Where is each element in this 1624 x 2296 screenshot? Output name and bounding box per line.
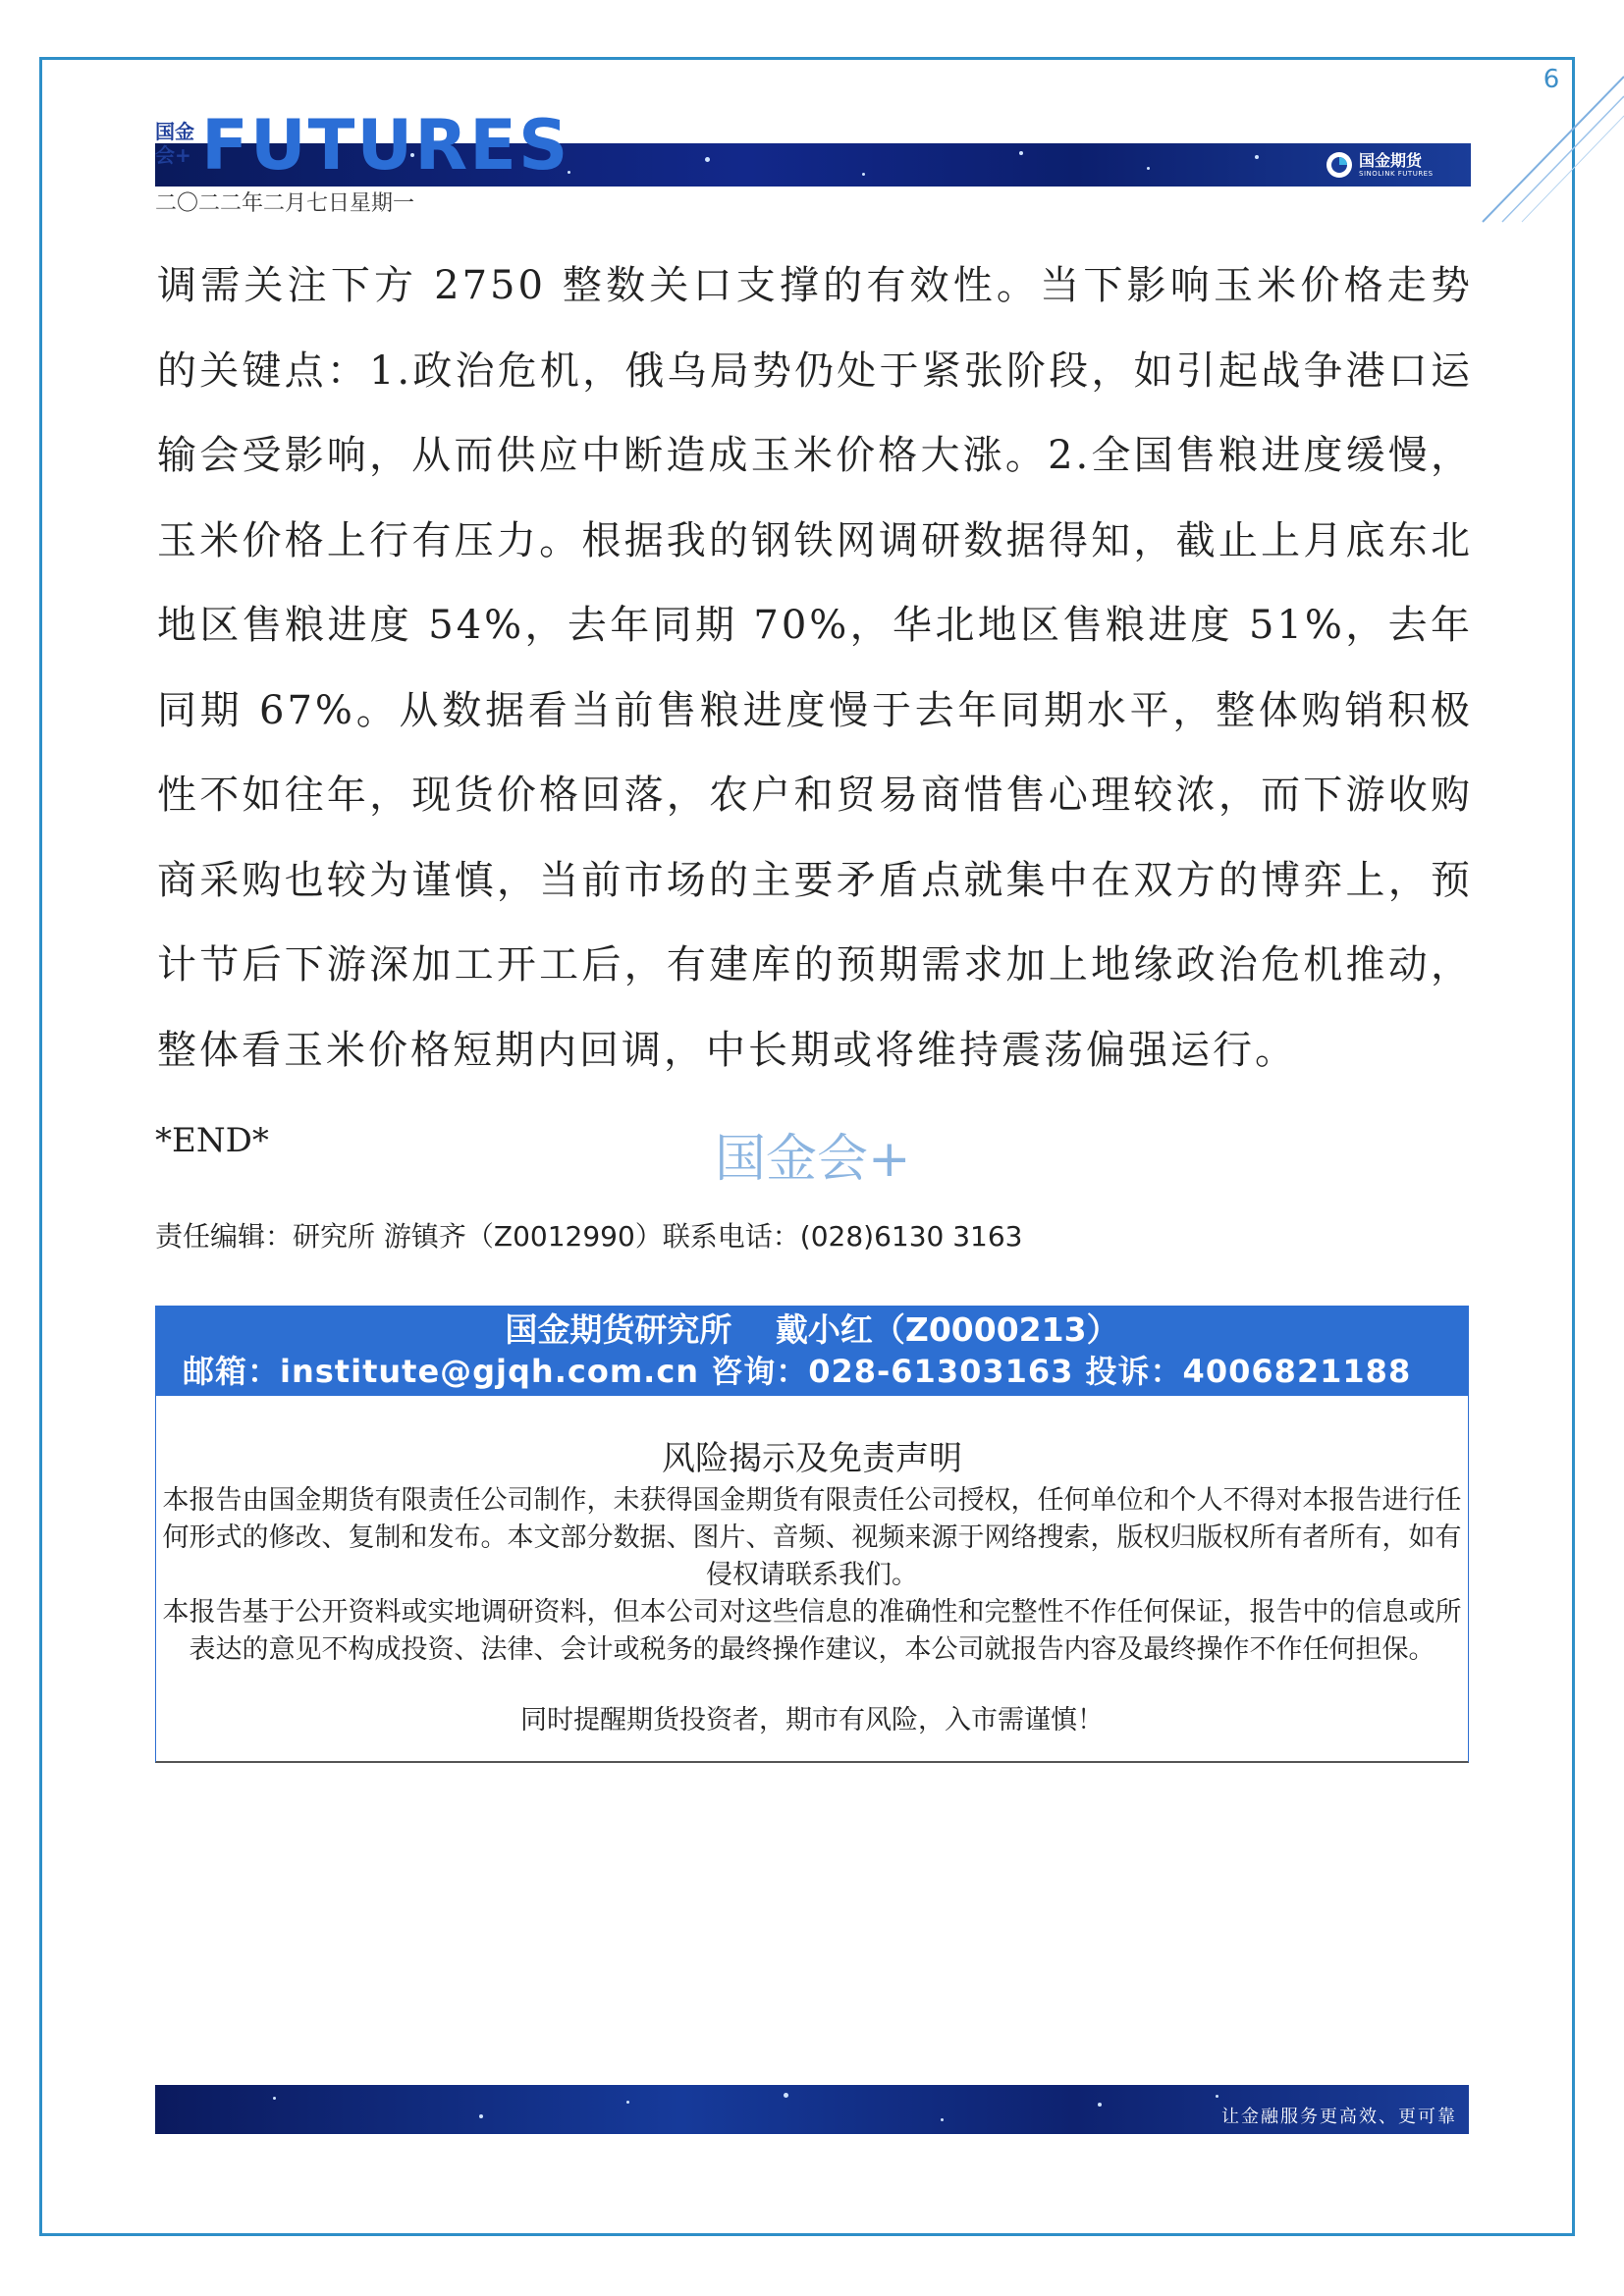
disclaimer-title: 风险揭示及免责声明 (662, 1439, 962, 1478)
brand-name: 国金期货 (1359, 150, 1423, 170)
contact-banner (155, 1306, 1469, 1396)
end-mark: *END* (155, 1121, 269, 1160)
disclaimer-box (155, 1396, 1469, 1763)
footer-band (155, 2085, 1469, 2134)
logo-small-text: 国金会+ (155, 120, 194, 167)
brand-emblem-icon (1326, 151, 1353, 179)
corner-decoration-icon (1463, 57, 1624, 224)
page-number: 6 (1543, 65, 1560, 94)
footer-slogan: 让金融服务更高效、更可靠 (1221, 2107, 1457, 2127)
disclaimer-paragraph-3: 同时提醒期货投资者，期市有风险，入市需谨慎！ (520, 1705, 1104, 1735)
article-paragraph: 调需关注下方 2750 整数关口支撑的有效性。当下影响玉米价格走势的关键点：1.政治危机，俄乌局势仍处于紧张阶段，如引起战争港口运输会受影响，从而供应中断造成玉米价格大涨。2.全国售粮进度缓慢，玉米价格上行有压力。根据我的钢铁网调研数据得知，截止上月底东北地区售粮进度 54%，去年同期 70%，华北地区售粮进度 51%，去年同期 67%。从数据看当前售粮进度慢于去年同期水平，整体购销积极性不如往年，现货价格回落，农户和贸易商惜售心理较浓，而下游收购商采购也较为谨慎，当前市场的主要矛盾点就集中在双方的博弈上，预计节后下游深加工开工后，有建库的预期需求加上地缘政治危机推动，整体看玉米价格短期内回调，中长期或将维持震荡偏强运行。 (157, 263, 1473, 1073)
disclaimer-paragraph-2: 本报告基于公开资料或实地调研资料，但本公司对这些信息的准确性和完整性不作任何保证，报告中的信息或所表达的意见不构成投资、法律、会计或税务的最终操作建议，本公司就报告内容及最终操作不作任何担保。 (162, 1597, 1462, 1665)
disclaimer-paragraph-1: 本报告由国金期货有限责任公司制作，未获得国金期货有限责任公司授权，任何单位和个人不得对本报告进行任何形式的修改、复制和发布。本文部分数据、图片、音频、视频来源于网络搜索，版权归版权所有者所有，如有侵权请联系我们。 (162, 1485, 1462, 1590)
brand-logo (1326, 147, 1468, 183)
logo-futures: FUTURES (201, 105, 570, 186)
brand-subtitle: SINOLINK FUTURES (1359, 169, 1434, 178)
editor-info: 责任编辑：研究所 游镇齐（Z0012990）联系电话：(028)6130 3163 (155, 1220, 1023, 1253)
contact-institute-line: 国金期货研究所 戴小红（Z0000213） (505, 1310, 1119, 1349)
watermark-text: 国金会+ (715, 1130, 911, 1189)
contact-details-line: 邮箱：institute@gjqh.com.cn 咨询：028-61303163 投诉：4006821188 (183, 1353, 1412, 1390)
report-date: 二〇二二年二月七日星期一 (155, 191, 415, 216)
